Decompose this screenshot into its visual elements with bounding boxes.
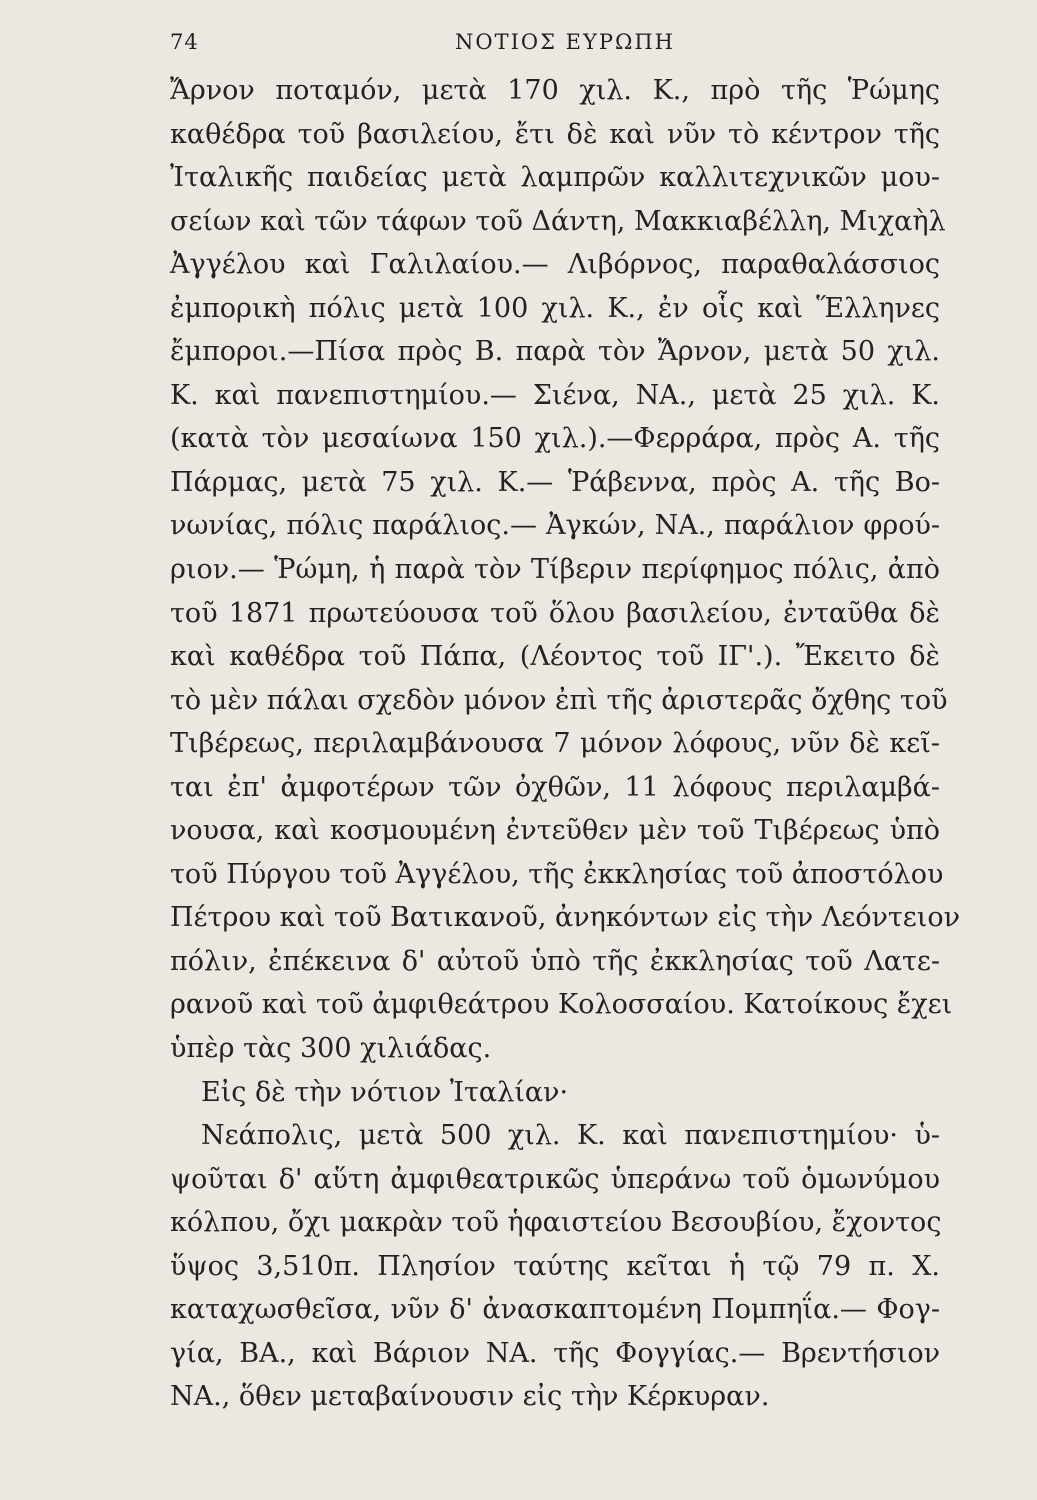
text-line: νουσα, καὶ κοσμουμένη ἐντεῦθεν μὲν τοῦ Τιβέρεως ὑπὸ [170,815,940,847]
text-line: γία, ΒΑ., καὶ Βάριον ΝΑ. τῆς Φογγίας.— Βρεντήσιον [170,1337,940,1369]
text-line: Πάρμας, μετὰ 75 χιλ. Κ.— Ῥάβεννα, πρὸς Α. τῆς Βο- [170,466,940,498]
text-line: τὸ μὲν πάλαι σχεδὸν μόνον ἐπὶ τῆς ἀριστερᾶς ὄχθης τοῦ [170,684,948,716]
text-line: νωνίας, πόλις παράλιος.— Ἀγκών, ΝΑ., παράλιον φρού- [170,510,940,542]
text-line: ται ἐπ' ἀμφοτέρων τῶν ὀχθῶν, 11 λόφους περιλαμβά- [170,771,940,803]
text-line: τοῦ 1871 πρωτεύουσα τοῦ ὅλου βασιλείου, ἐνταῦθα δὲ [170,597,940,629]
text-line: ἔμποροι.—Πίσα πρὸς Β. παρὰ τὸν Ἄρνον, μετὰ 50 χιλ. [170,336,940,368]
text-line: (κατὰ τὸν μεσαίωνα 150 χιλ.).—Φερράρα, πρὸς Α. τῆς [170,423,940,455]
page-number: 74 [170,30,199,54]
text-line: κόλπου, ὄχι μακρὰν τοῦ ἡφαιστείου Βεσουβίου, ἔχοντος [170,1207,942,1239]
body-text [170,69,961,1419]
text-line: ὕψος 3,510π. Πλησίον ταύτης κεῖται ἡ τῷ 79 π. Χ. [170,1250,940,1282]
text-line: Εἰς δὲ τὴν νότιον Ἰταλίαν· [201,1076,569,1108]
text-line: ἐμπορικὴ πόλις μετὰ 100 χιλ. Κ., ἐν οἷς καὶ Ἕλληνες [170,292,940,324]
text-line: σείων καὶ τῶν τάφων τοῦ Δάντη, Μακκιαβέλλη, Μιχαὴλ [170,205,946,237]
text-line: καὶ καθέδρα τοῦ Πάπα, (Λέοντος τοῦ ΙΓ'.). Ἔκειτο δὲ [170,641,940,673]
text-line: ριον.— Ῥώμη, ἡ παρὰ τὸν Τίβεριν περίφημος πόλις, ἀπὸ [170,554,940,586]
text-line: Ἰταλικῆς παιδείας μετὰ λαμπρῶν καλλιτεχνικῶν μου- [170,162,940,194]
text-line: ὑπὲρ τὰς 300 χιλιάδας. [170,1033,492,1065]
text-line: Ἀγγέλου καὶ Γαλιλαίου.— Λιβόρνος, παραθαλάσσιος [170,249,940,281]
running-head [170,30,940,64]
text-line: Ἄρνον ποταμόν, μετὰ 170 χιλ. Κ., πρὸ τῆς Ῥώμης [170,75,940,106]
text-line: ρανοῦ καὶ τοῦ ἀμφιθεάτρου Κολοσσαίου. Κατοίκους ἔχει [170,989,953,1021]
text-line: Τιβέρεως, περιλαμβάνουσα 7 μόνον λόφους, νῦν δὲ κεῖ- [170,728,940,760]
text-line: καθέδρα τοῦ βασιλείου, ἔτι δὲ καὶ νῦν τὸ κέντρον τῆς [170,118,940,150]
text-line: Πέτρου καὶ τοῦ Βατικανοῦ, ἀνηκόντων εἰς τὴν Λεόντειον [170,902,961,934]
text-line: ΝΑ., ὅθεν μεταβαίνουσιν εἰς τὴν Κέρκυραν. [170,1381,770,1413]
text-line: πόλιν, ἐπέκεινα δ' αὐτοῦ ὑπὸ τῆς ἐκκλησίας τοῦ Λατε- [170,945,940,977]
text-line: τοῦ Πύργου τοῦ Ἀγγέλου, τῆς ἐκκλησίας τοῦ ἀποστόλου [170,858,944,890]
text-line: Κ. καὶ πανεπιστημίου.— Σιένα, ΝΑ., μετὰ 25 χιλ. Κ. [170,379,940,411]
text-line: ψοῦται δ' αὕτη ἀμφιθεατρικῶς ὑπεράνω τοῦ ὁμωνύμου [170,1163,940,1195]
running-title: ΝΟΤΙΟΣ ΕΥΡΩΠΗ [455,30,675,54]
text-line: καταχωσθεῖσα, νῦν δ' ἀνασκαπτομένη Πομπηΐα.— Φογ- [170,1294,940,1326]
text-line: Νεάπολις, μετὰ 500 χιλ. Κ. καὶ πανεπιστημίου· ὑ- [201,1120,940,1152]
